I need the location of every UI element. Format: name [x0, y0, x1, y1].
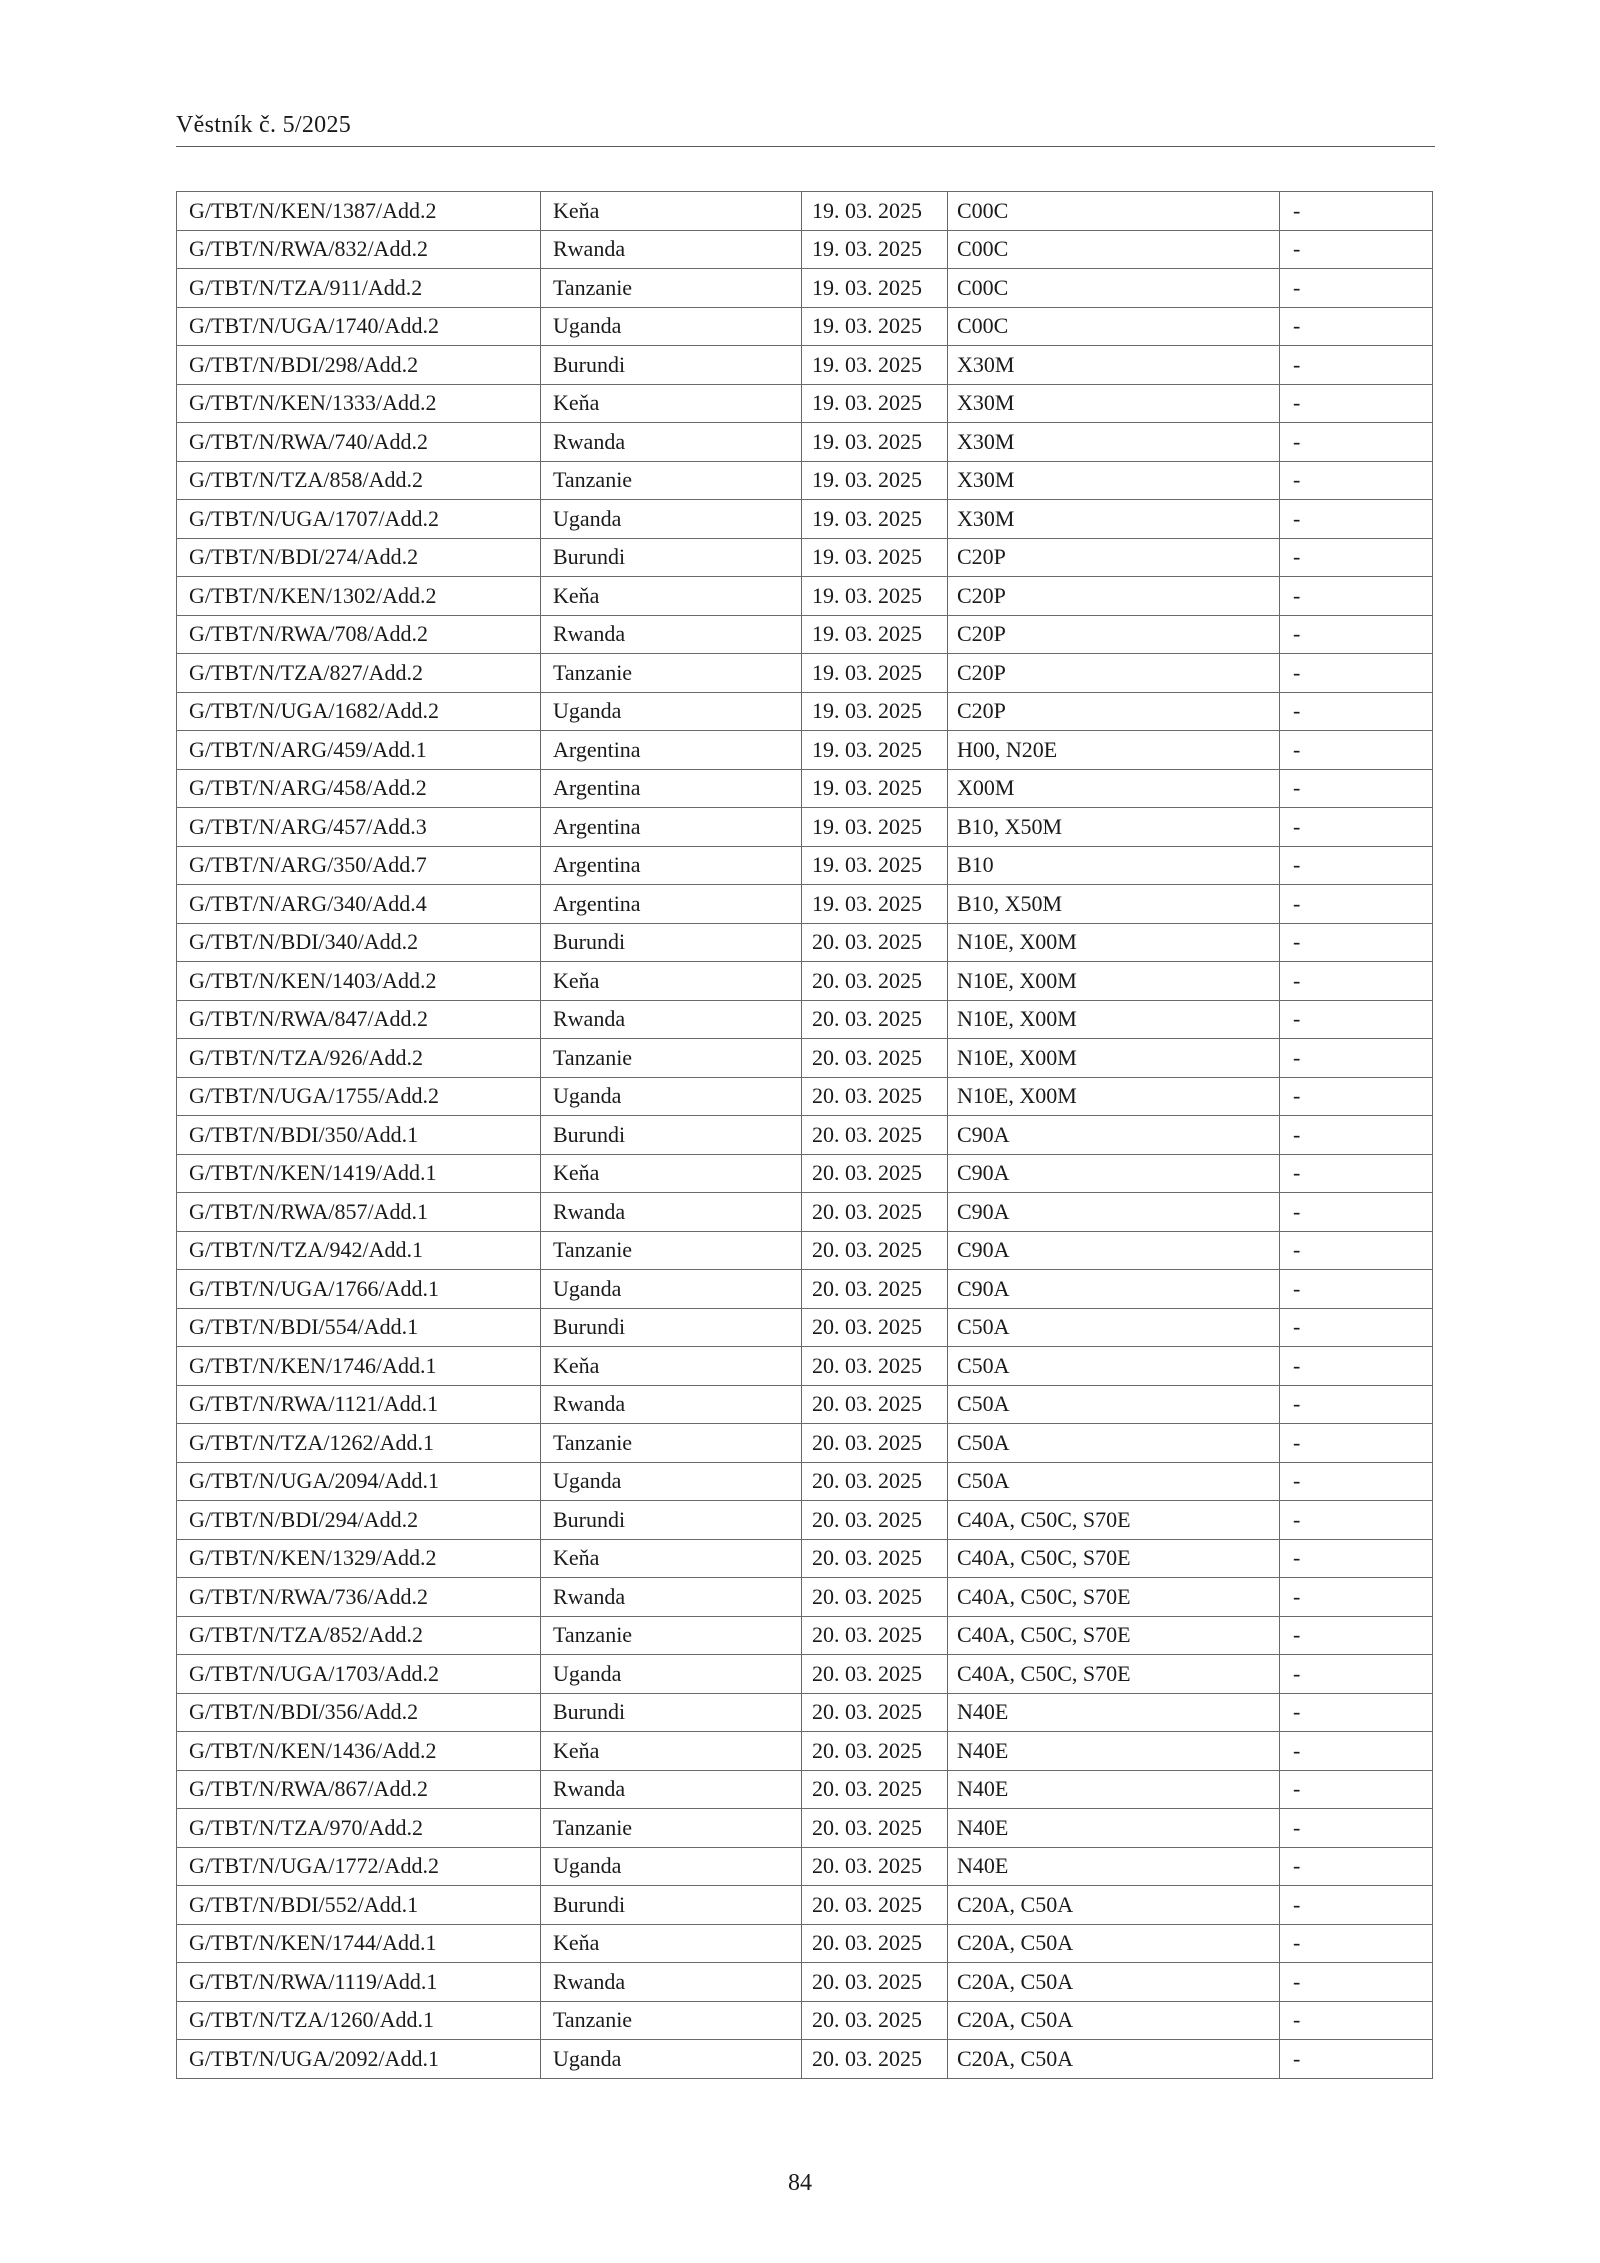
date-cell: 20. 03. 2025 [802, 1578, 948, 1617]
country-cell: Burundi [541, 1116, 802, 1155]
country-cell: Keňa [541, 384, 802, 423]
date-cell: 20. 03. 2025 [802, 1616, 948, 1655]
ics-code-cell: C20A, C50A [948, 1924, 1280, 1963]
country-cell: Burundi [541, 1693, 802, 1732]
table-row [177, 1963, 1433, 2002]
ics-code-cell: N40E [948, 1809, 1280, 1848]
document-code-cell: G/TBT/N/UGA/2094/Add.1 [177, 1462, 541, 1501]
ics-code-cell: C00C [948, 230, 1280, 269]
document-code-cell: G/TBT/N/RWA/1121/Add.1 [177, 1385, 541, 1424]
date-cell: 20. 03. 2025 [802, 1655, 948, 1694]
remark-cell: - [1280, 461, 1433, 500]
country-cell: Argentina [541, 885, 802, 924]
document-code-cell: G/TBT/N/TZA/942/Add.1 [177, 1231, 541, 1270]
remark-cell: - [1280, 1501, 1433, 1540]
table-row [177, 1501, 1433, 1540]
table-row [177, 1039, 1433, 1078]
table-row [177, 1616, 1433, 1655]
header-divider [176, 146, 1435, 147]
remark-cell: - [1280, 615, 1433, 654]
country-cell: Uganda [541, 1847, 802, 1886]
country-cell: Keňa [541, 1154, 802, 1193]
table-row [177, 808, 1433, 847]
date-cell: 20. 03. 2025 [802, 1693, 948, 1732]
country-cell: Tanzanie [541, 461, 802, 500]
date-cell: 20. 03. 2025 [802, 1424, 948, 1463]
country-cell: Tanzanie [541, 654, 802, 693]
country-cell: Argentina [541, 731, 802, 770]
date-cell: 20. 03. 2025 [802, 1077, 948, 1116]
remark-cell: - [1280, 1270, 1433, 1309]
table-row [177, 230, 1433, 269]
table-row [177, 885, 1433, 924]
remark-cell: - [1280, 1154, 1433, 1193]
remark-cell: - [1280, 885, 1433, 924]
date-cell: 19. 03. 2025 [802, 384, 948, 423]
ics-code-cell: C40A, C50C, S70E [948, 1616, 1280, 1655]
table-row [177, 1347, 1433, 1386]
remark-cell: - [1280, 577, 1433, 616]
date-cell: 20. 03. 2025 [802, 1963, 948, 2002]
table-row [177, 1231, 1433, 1270]
ics-code-cell: C90A [948, 1116, 1280, 1155]
remark-cell: - [1280, 1924, 1433, 1963]
date-cell: 20. 03. 2025 [802, 1116, 948, 1155]
table-row [177, 1770, 1433, 1809]
country-cell: Uganda [541, 2040, 802, 2079]
date-cell: 20. 03. 2025 [802, 1770, 948, 1809]
document-code-cell: G/TBT/N/KEN/1333/Add.2 [177, 384, 541, 423]
remark-cell: - [1280, 1424, 1433, 1463]
date-cell: 20. 03. 2025 [802, 1347, 948, 1386]
table-row [177, 1462, 1433, 1501]
ics-code-cell: B10, X50M [948, 808, 1280, 847]
country-cell: Keňa [541, 577, 802, 616]
date-cell: 19. 03. 2025 [802, 885, 948, 924]
table-row [177, 962, 1433, 1001]
document-code-cell: G/TBT/N/BDI/554/Add.1 [177, 1308, 541, 1347]
document-code-cell: G/TBT/N/BDI/294/Add.2 [177, 1501, 541, 1540]
document-code-cell: G/TBT/N/TZA/926/Add.2 [177, 1039, 541, 1078]
date-cell: 19. 03. 2025 [802, 654, 948, 693]
document-code-cell: G/TBT/N/KEN/1744/Add.1 [177, 1924, 541, 1963]
country-cell: Burundi [541, 346, 802, 385]
page-number: 84 [788, 2170, 812, 2196]
ics-code-cell: X30M [948, 346, 1280, 385]
remark-cell: - [1280, 846, 1433, 885]
ics-code-cell: N40E [948, 1732, 1280, 1771]
document-code-cell: G/TBT/N/RWA/847/Add.2 [177, 1000, 541, 1039]
table-row [177, 1308, 1433, 1347]
ics-code-cell: X30M [948, 461, 1280, 500]
country-cell: Uganda [541, 1270, 802, 1309]
country-cell: Argentina [541, 769, 802, 808]
table-row [177, 1693, 1433, 1732]
remark-cell: - [1280, 269, 1433, 308]
ics-code-cell: C90A [948, 1154, 1280, 1193]
country-cell: Burundi [541, 538, 802, 577]
ics-code-cell: N40E [948, 1847, 1280, 1886]
country-cell: Keňa [541, 1539, 802, 1578]
remark-cell: - [1280, 923, 1433, 962]
document-code-cell: G/TBT/N/KEN/1329/Add.2 [177, 1539, 541, 1578]
document-code-cell: G/TBT/N/RWA/736/Add.2 [177, 1578, 541, 1617]
date-cell: 20. 03. 2025 [802, 1000, 948, 1039]
country-cell: Rwanda [541, 1963, 802, 2002]
document-code-cell: G/TBT/N/RWA/708/Add.2 [177, 615, 541, 654]
remark-cell: - [1280, 500, 1433, 539]
page-header-title: Věstník č. 5/2025 [176, 112, 352, 138]
remark-cell: - [1280, 1886, 1433, 1925]
document-code-cell: G/TBT/N/ARG/457/Add.3 [177, 808, 541, 847]
document-code-cell: G/TBT/N/KEN/1387/Add.2 [177, 192, 541, 231]
ics-code-cell: N10E, X00M [948, 1000, 1280, 1039]
ics-code-cell: X30M [948, 500, 1280, 539]
table-row [177, 1116, 1433, 1155]
document-code-cell: G/TBT/N/TZA/1260/Add.1 [177, 2001, 541, 2040]
remark-cell: - [1280, 1462, 1433, 1501]
date-cell: 20. 03. 2025 [802, 1886, 948, 1925]
document-code-cell: G/TBT/N/BDI/340/Add.2 [177, 923, 541, 962]
table-row [177, 500, 1433, 539]
date-cell: 19. 03. 2025 [802, 692, 948, 731]
notifications-table [176, 191, 1433, 2079]
document-code-cell: G/TBT/N/RWA/867/Add.2 [177, 1770, 541, 1809]
country-cell: Tanzanie [541, 1424, 802, 1463]
country-cell: Rwanda [541, 615, 802, 654]
remark-cell: - [1280, 1193, 1433, 1232]
document-code-cell: G/TBT/N/TZA/827/Add.2 [177, 654, 541, 693]
remark-cell: - [1280, 1077, 1433, 1116]
country-cell: Uganda [541, 307, 802, 346]
date-cell: 19. 03. 2025 [802, 846, 948, 885]
date-cell: 19. 03. 2025 [802, 230, 948, 269]
document-code-cell: G/TBT/N/TZA/858/Add.2 [177, 461, 541, 500]
country-cell: Burundi [541, 923, 802, 962]
country-cell: Rwanda [541, 1578, 802, 1617]
document-code-cell: G/TBT/N/RWA/740/Add.2 [177, 423, 541, 462]
ics-code-cell: C50A [948, 1385, 1280, 1424]
table-row [177, 1270, 1433, 1309]
ics-code-cell: C90A [948, 1231, 1280, 1270]
ics-code-cell: C00C [948, 192, 1280, 231]
country-cell: Uganda [541, 500, 802, 539]
table-row [177, 577, 1433, 616]
date-cell: 19. 03. 2025 [802, 346, 948, 385]
date-cell: 20. 03. 2025 [802, 962, 948, 1001]
date-cell: 20. 03. 2025 [802, 1462, 948, 1501]
ics-code-cell: B10, X50M [948, 885, 1280, 924]
country-cell: Burundi [541, 1501, 802, 1540]
date-cell: 20. 03. 2025 [802, 1924, 948, 1963]
date-cell: 19. 03. 2025 [802, 461, 948, 500]
country-cell: Uganda [541, 692, 802, 731]
document-code-cell: G/TBT/N/BDI/356/Add.2 [177, 1693, 541, 1732]
date-cell: 19. 03. 2025 [802, 307, 948, 346]
document-code-cell: G/TBT/N/TZA/970/Add.2 [177, 1809, 541, 1848]
ics-code-cell: C20P [948, 577, 1280, 616]
date-cell: 20. 03. 2025 [802, 1154, 948, 1193]
document-code-cell: G/TBT/N/RWA/1119/Add.1 [177, 1963, 541, 2002]
country-cell: Keňa [541, 192, 802, 231]
ics-code-cell: X30M [948, 384, 1280, 423]
document-code-cell: G/TBT/N/TZA/852/Add.2 [177, 1616, 541, 1655]
ics-code-cell: C20P [948, 615, 1280, 654]
date-cell: 20. 03. 2025 [802, 1809, 948, 1848]
date-cell: 20. 03. 2025 [802, 1732, 948, 1771]
document-code-cell: G/TBT/N/KEN/1403/Add.2 [177, 962, 541, 1001]
table-row [177, 538, 1433, 577]
date-cell: 19. 03. 2025 [802, 500, 948, 539]
table-row [177, 1732, 1433, 1771]
table-row [177, 269, 1433, 308]
document-code-cell: G/TBT/N/UGA/2092/Add.1 [177, 2040, 541, 2079]
date-cell: 19. 03. 2025 [802, 769, 948, 808]
remark-cell: - [1280, 692, 1433, 731]
table-row [177, 1000, 1433, 1039]
table-row [177, 1077, 1433, 1116]
remark-cell: - [1280, 1847, 1433, 1886]
remark-cell: - [1280, 1963, 1433, 2002]
country-cell: Tanzanie [541, 1039, 802, 1078]
document-code-cell: G/TBT/N/BDI/298/Add.2 [177, 346, 541, 385]
ics-code-cell: C50A [948, 1308, 1280, 1347]
ics-code-cell: C20A, C50A [948, 1963, 1280, 2002]
ics-code-cell: C40A, C50C, S70E [948, 1501, 1280, 1540]
remark-cell: - [1280, 1539, 1433, 1578]
document-code-cell: G/TBT/N/BDI/552/Add.1 [177, 1886, 541, 1925]
ics-code-cell: C40A, C50C, S70E [948, 1655, 1280, 1694]
table-row [177, 192, 1433, 231]
country-cell: Rwanda [541, 423, 802, 462]
table-row [177, 1154, 1433, 1193]
date-cell: 20. 03. 2025 [802, 2001, 948, 2040]
date-cell: 20. 03. 2025 [802, 2040, 948, 2079]
country-cell: Uganda [541, 1077, 802, 1116]
ics-code-cell: N10E, X00M [948, 1077, 1280, 1116]
table-row [177, 1924, 1433, 1963]
document-code-cell: G/TBT/N/UGA/1740/Add.2 [177, 307, 541, 346]
remark-cell: - [1280, 423, 1433, 462]
document-code-cell: G/TBT/N/ARG/458/Add.2 [177, 769, 541, 808]
document-code-cell: G/TBT/N/UGA/1703/Add.2 [177, 1655, 541, 1694]
table-row [177, 2001, 1433, 2040]
document-code-cell: G/TBT/N/KEN/1436/Add.2 [177, 1732, 541, 1771]
country-cell: Rwanda [541, 1193, 802, 1232]
document-code-cell: G/TBT/N/UGA/1766/Add.1 [177, 1270, 541, 1309]
country-cell: Tanzanie [541, 2001, 802, 2040]
table-row [177, 346, 1433, 385]
country-cell: Burundi [541, 1886, 802, 1925]
ics-code-cell: C90A [948, 1270, 1280, 1309]
document-code-cell: G/TBT/N/UGA/1772/Add.2 [177, 1847, 541, 1886]
date-cell: 20. 03. 2025 [802, 1501, 948, 1540]
date-cell: 20. 03. 2025 [802, 1039, 948, 1078]
remark-cell: - [1280, 1732, 1433, 1771]
document-code-cell: G/TBT/N/BDI/274/Add.2 [177, 538, 541, 577]
document-code-cell: G/TBT/N/TZA/1262/Add.1 [177, 1424, 541, 1463]
country-cell: Keňa [541, 962, 802, 1001]
country-cell: Tanzanie [541, 269, 802, 308]
ics-code-cell: C20P [948, 654, 1280, 693]
date-cell: 19. 03. 2025 [802, 577, 948, 616]
ics-code-cell: C00C [948, 307, 1280, 346]
country-cell: Rwanda [541, 1000, 802, 1039]
remark-cell: - [1280, 1809, 1433, 1848]
date-cell: 20. 03. 2025 [802, 1270, 948, 1309]
country-cell: Tanzanie [541, 1616, 802, 1655]
remark-cell: - [1280, 654, 1433, 693]
document-code-cell: G/TBT/N/ARG/459/Add.1 [177, 731, 541, 770]
remark-cell: - [1280, 346, 1433, 385]
document-code-cell: G/TBT/N/RWA/832/Add.2 [177, 230, 541, 269]
remark-cell: - [1280, 307, 1433, 346]
table-row [177, 1385, 1433, 1424]
document-code-cell: G/TBT/N/TZA/911/Add.2 [177, 269, 541, 308]
date-cell: 20. 03. 2025 [802, 1231, 948, 1270]
ics-code-cell: C20P [948, 538, 1280, 577]
table-row [177, 692, 1433, 731]
table-row [177, 1655, 1433, 1694]
remark-cell: - [1280, 769, 1433, 808]
country-cell: Rwanda [541, 1385, 802, 1424]
document-code-cell: G/TBT/N/RWA/857/Add.1 [177, 1193, 541, 1232]
date-cell: 19. 03. 2025 [802, 423, 948, 462]
document-code-cell: G/TBT/N/UGA/1682/Add.2 [177, 692, 541, 731]
date-cell: 20. 03. 2025 [802, 1847, 948, 1886]
country-cell: Uganda [541, 1462, 802, 1501]
country-cell: Keňa [541, 1732, 802, 1771]
ics-code-cell: B10 [948, 846, 1280, 885]
table-row [177, 384, 1433, 423]
table-row [177, 1886, 1433, 1925]
date-cell: 20. 03. 2025 [802, 1308, 948, 1347]
ics-code-cell: N10E, X00M [948, 923, 1280, 962]
table-row [177, 461, 1433, 500]
remark-cell: - [1280, 192, 1433, 231]
ics-code-cell: X30M [948, 423, 1280, 462]
table-row [177, 1847, 1433, 1886]
remark-cell: - [1280, 962, 1433, 1001]
remark-cell: - [1280, 1347, 1433, 1386]
ics-code-cell: N10E, X00M [948, 1039, 1280, 1078]
document-code-cell: G/TBT/N/KEN/1419/Add.1 [177, 1154, 541, 1193]
ics-code-cell: N40E [948, 1693, 1280, 1732]
date-cell: 19. 03. 2025 [802, 192, 948, 231]
remark-cell: - [1280, 230, 1433, 269]
country-cell: Keňa [541, 1924, 802, 1963]
remark-cell: - [1280, 1693, 1433, 1732]
date-cell: 20. 03. 2025 [802, 1385, 948, 1424]
document-code-cell: G/TBT/N/BDI/350/Add.1 [177, 1116, 541, 1155]
country-cell: Rwanda [541, 1770, 802, 1809]
document-code-cell: G/TBT/N/KEN/1302/Add.2 [177, 577, 541, 616]
table-row [177, 1578, 1433, 1617]
ics-code-cell: X00M [948, 769, 1280, 808]
table-row [177, 923, 1433, 962]
table-row [177, 769, 1433, 808]
table-row [177, 307, 1433, 346]
remark-cell: - [1280, 1616, 1433, 1655]
document-code-cell: G/TBT/N/UGA/1707/Add.2 [177, 500, 541, 539]
table-row [177, 846, 1433, 885]
ics-code-cell: C90A [948, 1193, 1280, 1232]
country-cell: Rwanda [541, 230, 802, 269]
table-row [177, 731, 1433, 770]
ics-code-cell: N10E, X00M [948, 962, 1280, 1001]
country-cell: Tanzanie [541, 1809, 802, 1848]
ics-code-cell: C20A, C50A [948, 2040, 1280, 2079]
ics-code-cell: C40A, C50C, S70E [948, 1539, 1280, 1578]
table-row [177, 1809, 1433, 1848]
date-cell: 19. 03. 2025 [802, 269, 948, 308]
remark-cell: - [1280, 538, 1433, 577]
date-cell: 19. 03. 2025 [802, 808, 948, 847]
remark-cell: - [1280, 1578, 1433, 1617]
document-code-cell: G/TBT/N/UGA/1755/Add.2 [177, 1077, 541, 1116]
table-row [177, 615, 1433, 654]
notifications-table-body [177, 192, 1433, 2079]
ics-code-cell: C50A [948, 1424, 1280, 1463]
remark-cell: - [1280, 1308, 1433, 1347]
remark-cell: - [1280, 1770, 1433, 1809]
country-cell: Uganda [541, 1655, 802, 1694]
ics-code-cell: C50A [948, 1462, 1280, 1501]
country-cell: Keňa [541, 1347, 802, 1386]
ics-code-cell: C00C [948, 269, 1280, 308]
ics-code-cell: H00, N20E [948, 731, 1280, 770]
date-cell: 20. 03. 2025 [802, 1539, 948, 1578]
remark-cell: - [1280, 731, 1433, 770]
ics-code-cell: C20A, C50A [948, 1886, 1280, 1925]
date-cell: 19. 03. 2025 [802, 615, 948, 654]
ics-code-cell: N40E [948, 1770, 1280, 1809]
table-row [177, 2040, 1433, 2079]
country-cell: Argentina [541, 846, 802, 885]
remark-cell: - [1280, 1231, 1433, 1270]
country-cell: Burundi [541, 1308, 802, 1347]
remark-cell: - [1280, 1655, 1433, 1694]
table-row [177, 654, 1433, 693]
date-cell: 19. 03. 2025 [802, 538, 948, 577]
remark-cell: - [1280, 1000, 1433, 1039]
document-code-cell: G/TBT/N/ARG/340/Add.4 [177, 885, 541, 924]
remark-cell: - [1280, 1116, 1433, 1155]
date-cell: 20. 03. 2025 [802, 1193, 948, 1232]
ics-code-cell: C20P [948, 692, 1280, 731]
table-row [177, 1539, 1433, 1578]
remark-cell: - [1280, 1039, 1433, 1078]
document-code-cell: G/TBT/N/ARG/350/Add.7 [177, 846, 541, 885]
table-row [177, 1424, 1433, 1463]
remark-cell: - [1280, 808, 1433, 847]
document-code-cell: G/TBT/N/KEN/1746/Add.1 [177, 1347, 541, 1386]
country-cell: Tanzanie [541, 1231, 802, 1270]
table-row [177, 1193, 1433, 1232]
date-cell: 19. 03. 2025 [802, 731, 948, 770]
remark-cell: - [1280, 384, 1433, 423]
country-cell: Argentina [541, 808, 802, 847]
remark-cell: - [1280, 2001, 1433, 2040]
ics-code-cell: C50A [948, 1347, 1280, 1386]
ics-code-cell: C40A, C50C, S70E [948, 1578, 1280, 1617]
ics-code-cell: C20A, C50A [948, 2001, 1280, 2040]
remark-cell: - [1280, 1385, 1433, 1424]
remark-cell: - [1280, 2040, 1433, 2079]
date-cell: 20. 03. 2025 [802, 923, 948, 962]
table-row [177, 423, 1433, 462]
